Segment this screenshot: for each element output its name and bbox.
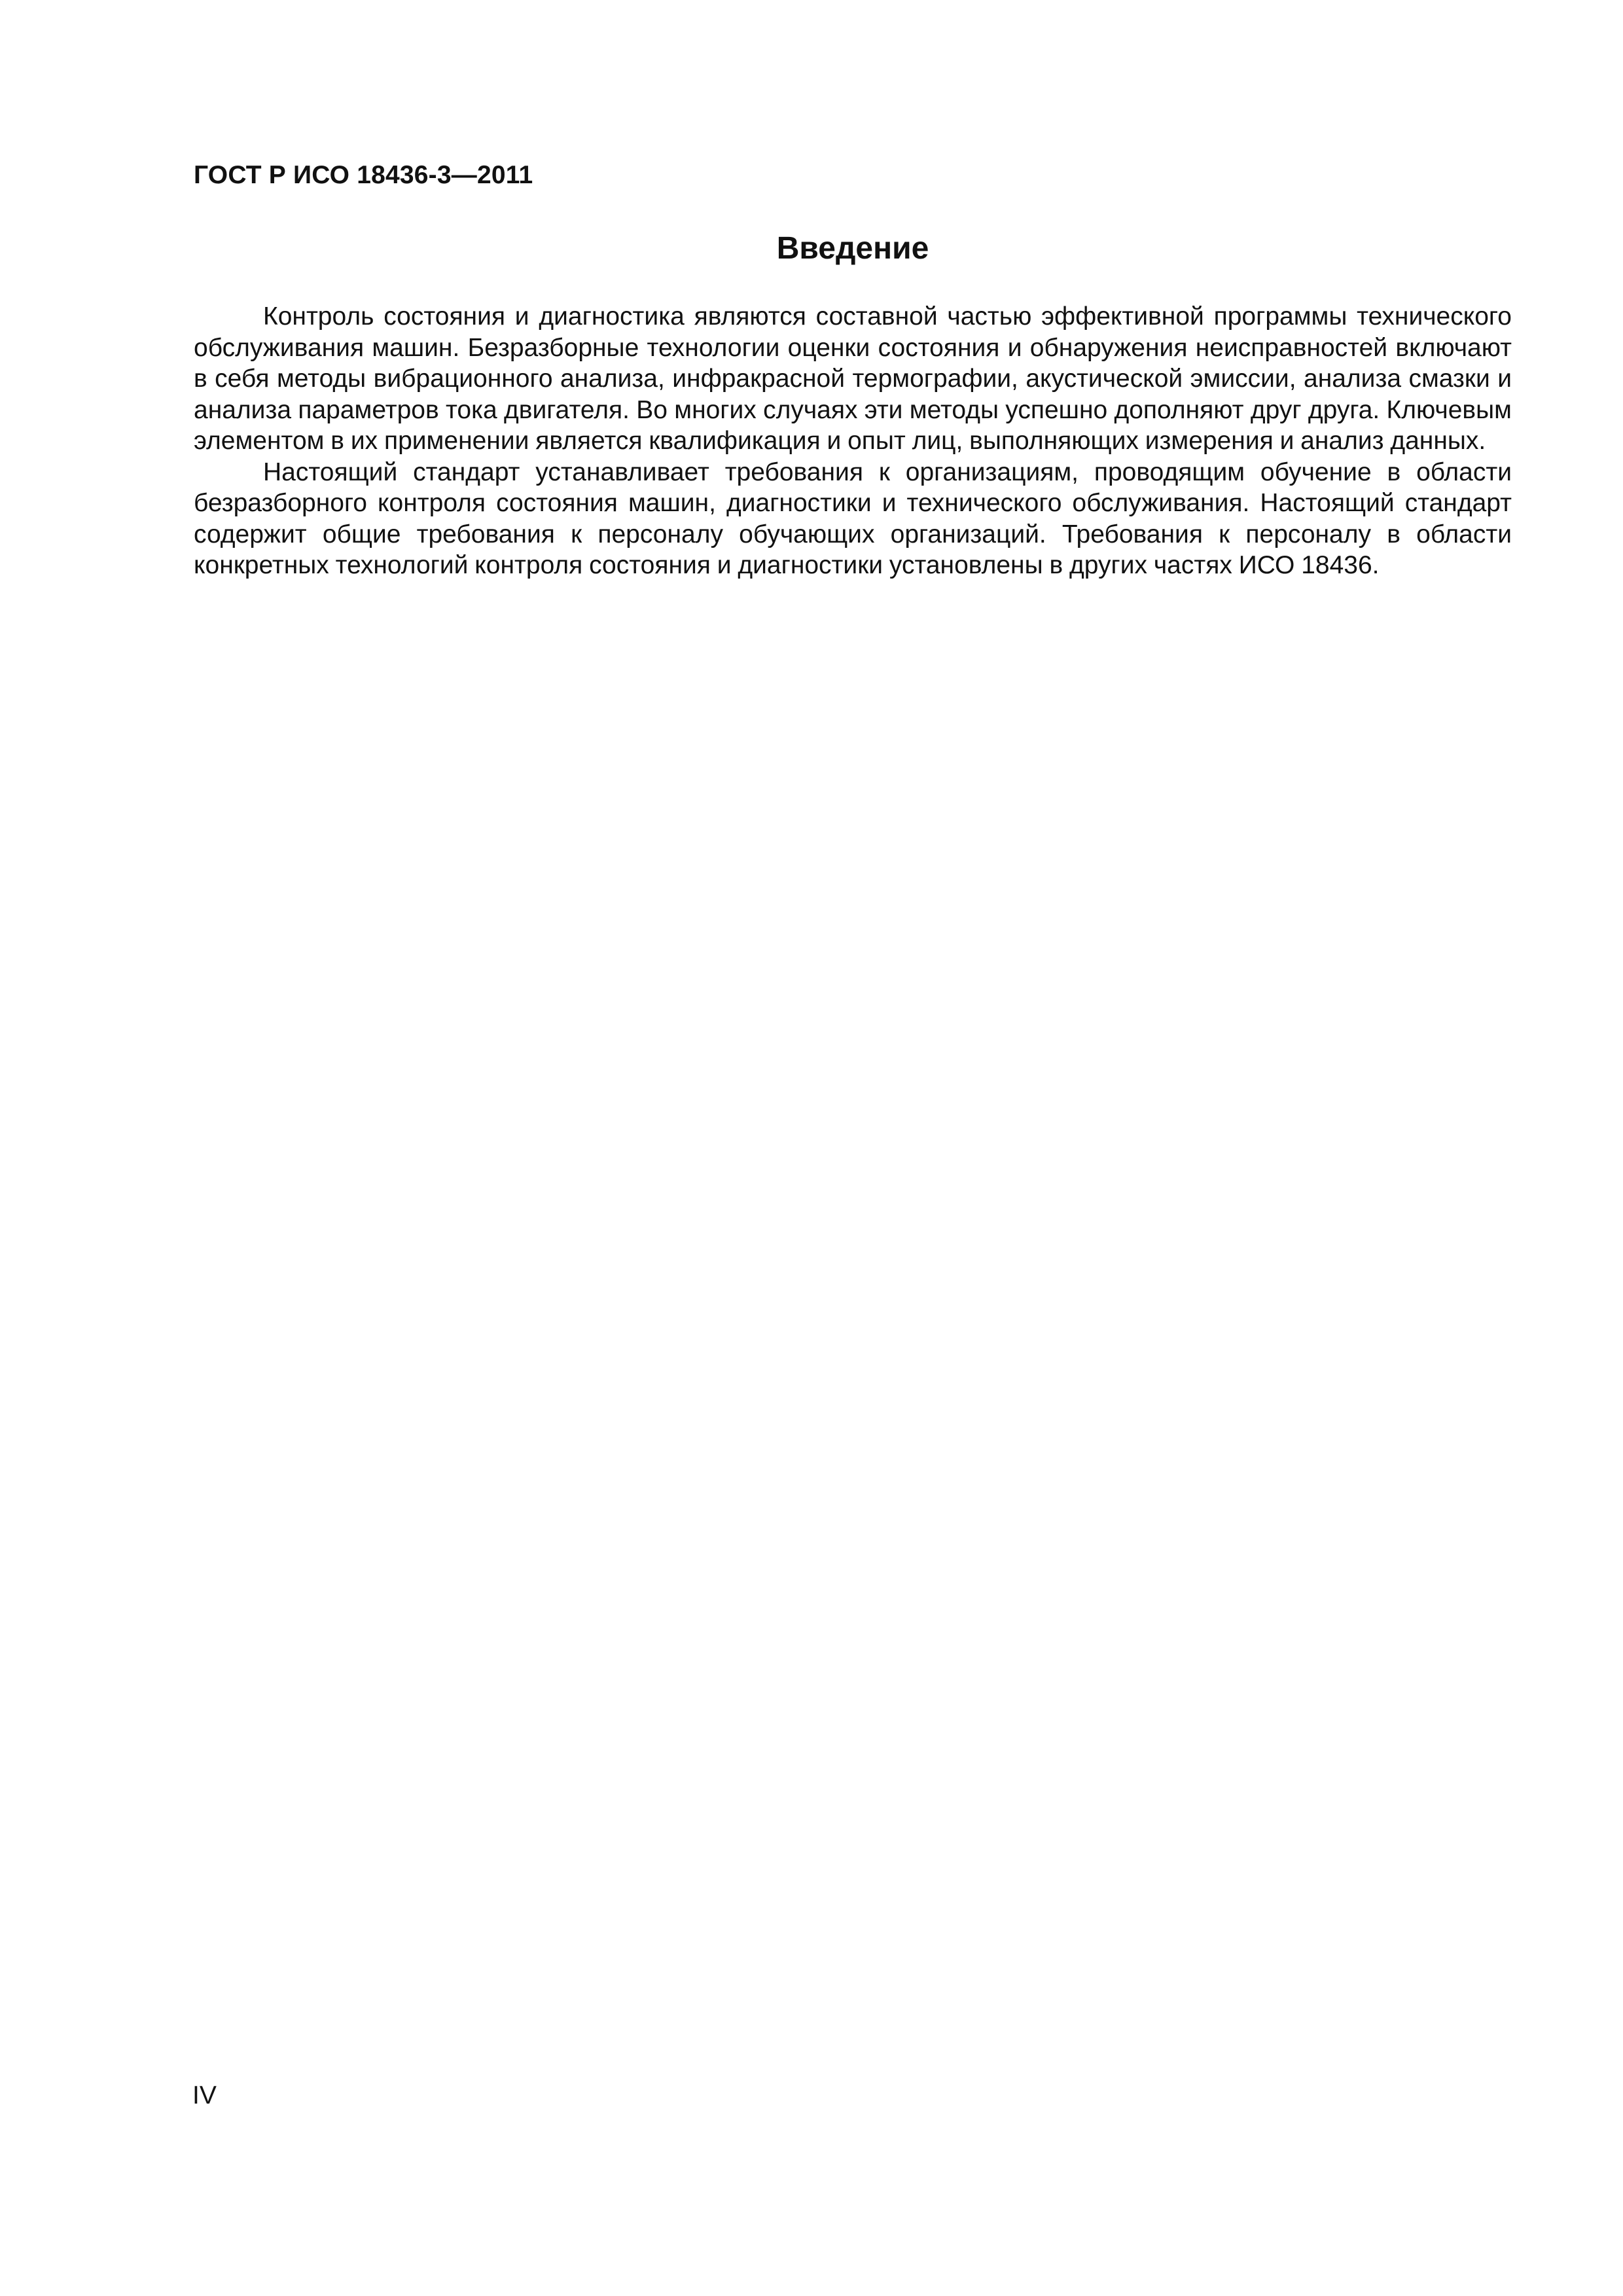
document-code: ГОСТ Р ИСО 18436-3—2011 xyxy=(194,161,533,189)
paragraph-2: Настоящий стандарт устанавливает требования к организациям, проводящим обучение в области безразборного контроля состояния машин, диагностики и технического обслуживания. Настоящий стандарт содержит общие требования к персоналу обучающих организаций. Требования к персоналу в области конкретных технологий контроля состояния и диагностики установлены в других частях ИСО 18436. xyxy=(194,457,1512,579)
paragraph-1: Контроль состояния и диагностика являются составной частью эффективной программы технического обслуживания машин. Безразборные технологии оценки состояния и обнаружения неисправностей включают в себя методы вибрационного анализа, инфракрасной термографии, акустической эмиссии, анализа смазки и анализа параметров тока двигателя. Во многих случаях эти методы успешно дополняют друг друга. Ключевым элементом в их применении является квалификация и опыт лиц, выполняющих измерения и анализ данных. xyxy=(194,302,1512,455)
body-text xyxy=(194,301,1512,581)
page-number: IV xyxy=(192,2081,217,2109)
section-title: Введение xyxy=(776,231,929,266)
